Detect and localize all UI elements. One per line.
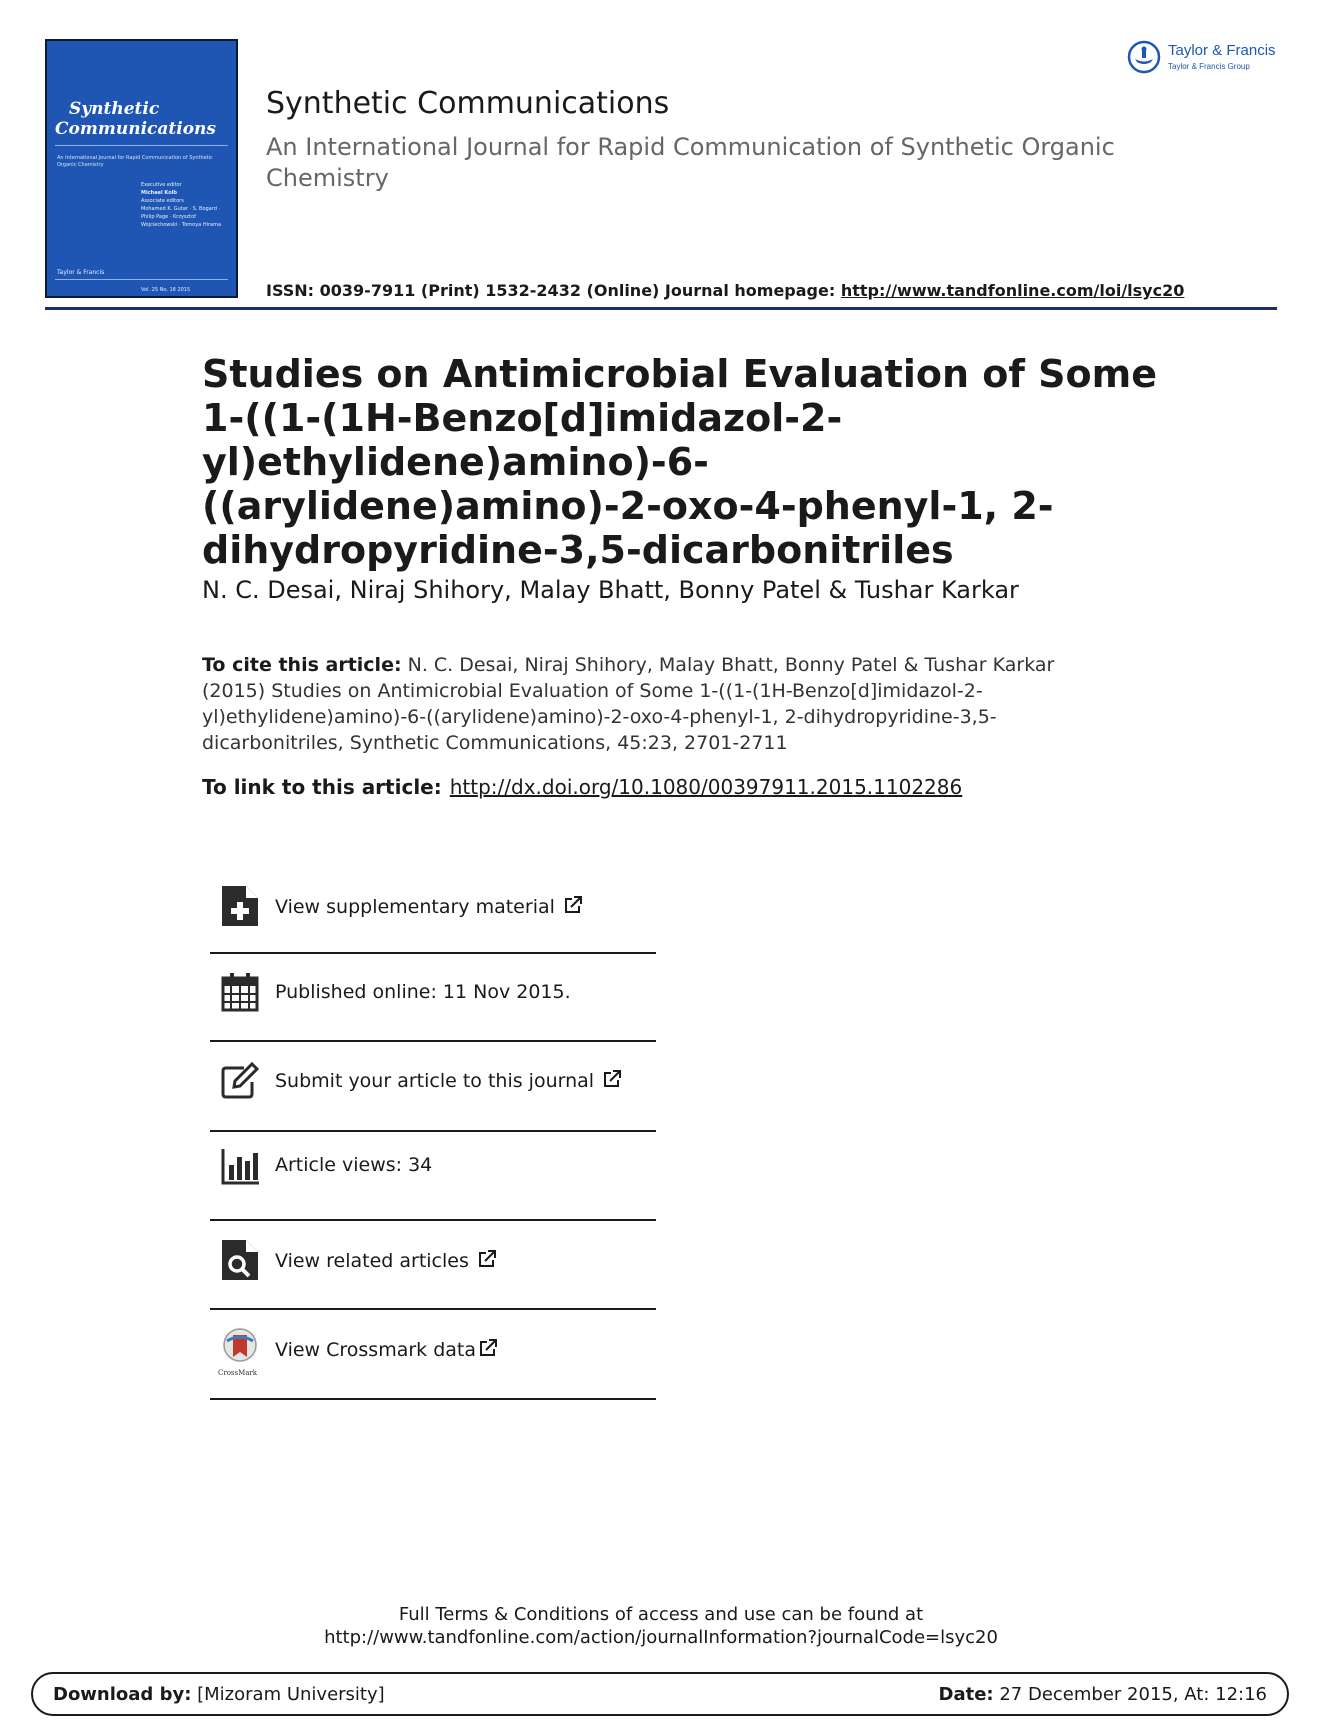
action-label: View Crossmark data	[275, 1339, 477, 1361]
action-label: Article views: 34	[275, 1154, 433, 1176]
logo-name: Taylor & Francis	[1168, 42, 1276, 59]
action-label: Submit your article to this journal	[275, 1070, 595, 1092]
date-label: Date:	[938, 1684, 994, 1705]
issn-text: ISSN: 0039-7911 (Print) 1532-2432 (Online) Journal homepage:	[266, 281, 841, 300]
external-link-icon	[602, 1069, 622, 1089]
action-view-supplementary[interactable]	[210, 862, 656, 952]
date-value: 27 December 2015, At: 12:16	[993, 1684, 1267, 1705]
document-search-icon	[220, 1238, 260, 1282]
download-date	[939, 1684, 1267, 1705]
cover-associate-label: Associate editors	[141, 198, 184, 204]
taylor-francis-emblem-icon	[1127, 40, 1161, 74]
external-link-icon	[563, 895, 583, 915]
download-label: Download by:	[53, 1684, 192, 1705]
terms-block	[0, 1603, 1322, 1649]
cover-editor-name: Michael Kolb	[141, 190, 177, 196]
citation-label: To cite this article:	[202, 654, 402, 676]
cover-publisher: Taylor & Francis	[57, 269, 105, 276]
header-divider	[45, 307, 1277, 310]
edit-icon	[220, 1058, 260, 1102]
terms-url[interactable]: http://www.tandfonline.com/action/journalInformation?journalCode=lsyc20	[324, 1627, 998, 1648]
crossmark-caption: CrossMark	[218, 1369, 258, 1377]
cover-divider	[55, 145, 228, 146]
action-divider	[210, 1398, 656, 1400]
file-plus-icon	[220, 884, 260, 928]
logo-group: Taylor & Francis Group	[1168, 62, 1250, 71]
cover-title-line2: Communications	[55, 119, 216, 139]
action-label: View supplementary material	[275, 896, 555, 918]
download-info-bar	[31, 1672, 1289, 1716]
external-link-icon	[478, 1338, 498, 1358]
action-submit-article[interactable]	[210, 1036, 656, 1126]
cover-subtitle: An International Journal for Rapid Communication of Synthetic Organic Chemistry	[57, 155, 213, 168]
taylor-francis-logo[interactable]	[1127, 38, 1287, 78]
calendar-icon	[220, 970, 260, 1014]
citation-text: N. C. Desai, Niraj Shihory, Malay Bhatt, Bonny Patel & Tushar Karkar (2015) Studies on Antimicrobial Evaluation of Some 1-((1-(1H-Benzo[d]imidazol-2-yl)ethylidene)amino)-6-((arylidene)amino)-2-oxo-4-phenyl-1, 2-dihydropyridine-3,5-dicarbonitriles, Synthetic Communications, 45:23, 2701-2711	[202, 654, 1055, 754]
external-link-icon	[477, 1249, 497, 1269]
cover-title-line1: Synthetic	[69, 99, 160, 119]
article-doi-link[interactable]: http://dx.doi.org/10.1080/00397911.2015.1102286	[449, 775, 963, 799]
download-by	[53, 1684, 385, 1705]
citation-block	[202, 652, 1082, 756]
article-authors: N. C. Desai, Niraj Shihory, Malay Bhatt, Bonny Patel & Tushar Karkar	[202, 576, 1019, 604]
action-published-online	[210, 948, 656, 1038]
cover-editor-label: Executive editor	[141, 182, 182, 188]
journal-homepage-link[interactable]: http://www.tandfonline.com/loi/lsyc20	[840, 281, 1185, 300]
journal-subtitle: An International Journal for Rapid Communication of Synthetic Organic Chemistry	[266, 133, 1115, 192]
journal-cover	[45, 39, 238, 298]
terms-line1: Full Terms & Conditions of access and use can be found at	[398, 1604, 924, 1625]
bar-chart-icon	[220, 1143, 260, 1187]
cover-bottom-divider	[55, 279, 228, 280]
crossmark-icon	[220, 1327, 260, 1371]
cover-editors	[141, 181, 229, 229]
cover-volume: Vol. 25 No. 18 2015	[141, 287, 191, 293]
download-value: [Mizoram University]	[191, 1684, 385, 1705]
article-title: Studies on Antimicrobial Evaluation of Some 1-((1-(1H-Benzo[d]imidazol-2-yl)ethylidene)amino)-6-((arylidene)amino)-2-oxo-4-phenyl-1, 2-dihydropyridine-3,5-dicarbonitriles	[202, 352, 1157, 572]
article-link-block	[202, 775, 962, 799]
article-link-label: To link to this article:	[202, 775, 442, 799]
issn-line	[266, 281, 1184, 300]
action-label: View related articles	[275, 1250, 469, 1272]
action-article-views	[210, 1121, 656, 1211]
action-label: Published online: 11 Nov 2015.	[275, 981, 571, 1003]
action-view-related[interactable]	[210, 1216, 656, 1306]
action-view-crossmark[interactable]	[210, 1305, 656, 1395]
journal-title: Synthetic Communications	[266, 86, 670, 121]
cover-associates: Mohamed K. Gutar · S. Bogard · Philip Page · Krzysztof Wojciechowski · Tomoya Hirama	[141, 206, 222, 228]
